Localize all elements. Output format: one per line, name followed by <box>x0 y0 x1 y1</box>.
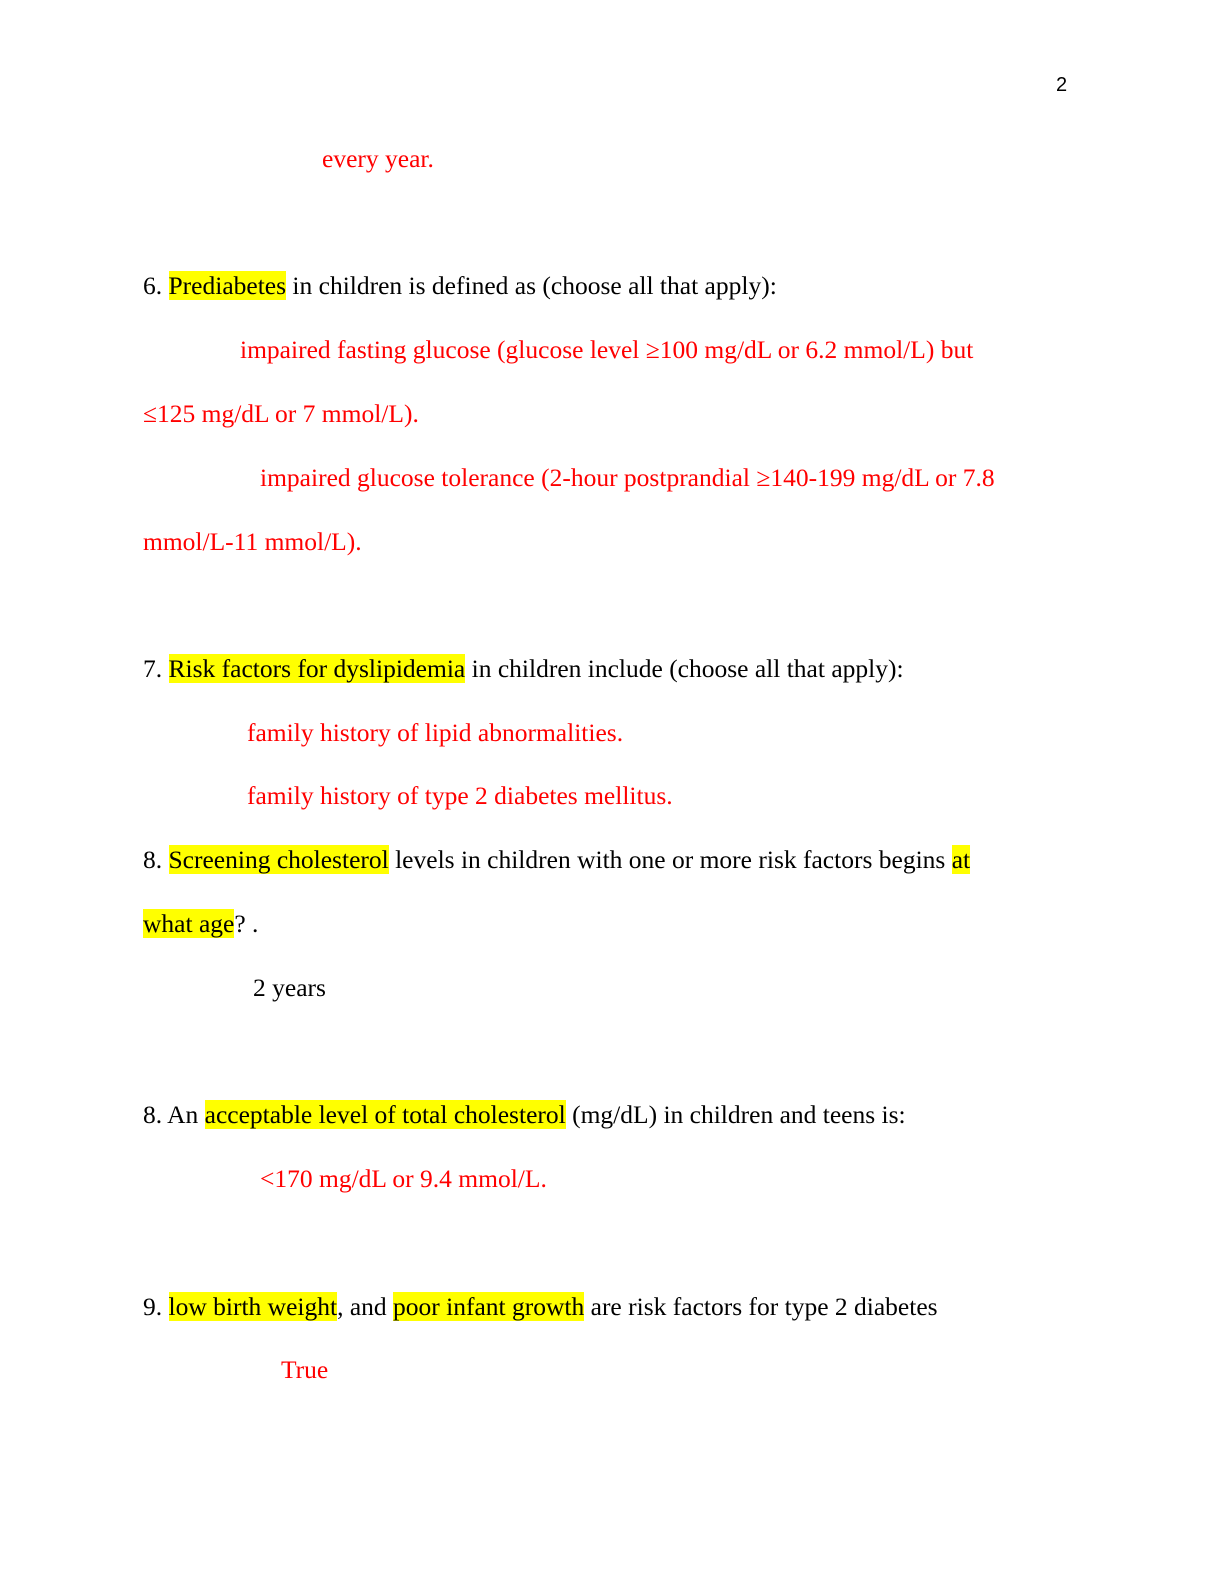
highlighted-term: Prediabetes <box>168 271 287 300</box>
answer-line: family history of type 2 diabetes mellitus. <box>247 781 673 810</box>
question-text: (mg/dL) in children and teens is: <box>565 1100 906 1129</box>
question-text: are risk factors for type 2 diabetes <box>584 1292 938 1321</box>
question-6 <box>143 270 777 302</box>
question-text: in children is defined as (choose all that apply): <box>286 271 777 300</box>
answer-line: impaired glucose tolerance (2-hour postprandial ≥140-199 mg/dL or 7.8 <box>260 463 995 492</box>
highlighted-term: at <box>951 845 971 874</box>
answer-line: impaired fasting glucose (glucose level ≥100 mg/dL or 6.2 mmol/L) but <box>240 335 974 364</box>
question-text: levels in children with one or more risk factors begins <box>388 845 952 874</box>
highlighted-term: Screening cholesterol <box>168 845 389 874</box>
answer-line: True <box>281 1355 329 1384</box>
question-number: 8. <box>143 845 163 874</box>
question-text: in children include (choose all that apply): <box>465 654 904 683</box>
question-number: 9. <box>143 1292 163 1321</box>
question-9 <box>143 1291 938 1323</box>
page-number: 2 <box>1056 74 1068 96</box>
question-8-screening <box>143 844 970 876</box>
answer-line: ≤125 mg/dL or 7 mmol/L). <box>143 399 419 428</box>
question-8-acceptable-level <box>143 1099 906 1131</box>
answer-line: mmol/L-11 mmol/L). <box>143 527 362 556</box>
question-8-screening-continued <box>143 908 258 940</box>
highlighted-term: acceptable level of total cholesterol <box>204 1100 566 1129</box>
question-prefix: 8. An <box>143 1100 205 1129</box>
question-text: , and <box>337 1292 394 1321</box>
highlighted-term: low birth weight <box>168 1292 338 1321</box>
highlighted-term: what age <box>143 909 235 938</box>
answer-line: <170 mg/dL or 9.4 mmol/L. <box>260 1164 547 1193</box>
question-7 <box>143 653 904 685</box>
question-text: ? . <box>234 909 259 938</box>
highlighted-term: Risk factors for dyslipidemia <box>168 654 466 683</box>
question-number: 6. <box>143 271 163 300</box>
highlighted-term: poor infant growth <box>393 1292 585 1321</box>
previous-answer-tail: every year. <box>322 144 434 173</box>
question-number: 7. <box>143 654 163 683</box>
answer-line: family history of lipid abnormalities. <box>247 718 624 747</box>
answer-line: 2 years <box>253 973 326 1002</box>
